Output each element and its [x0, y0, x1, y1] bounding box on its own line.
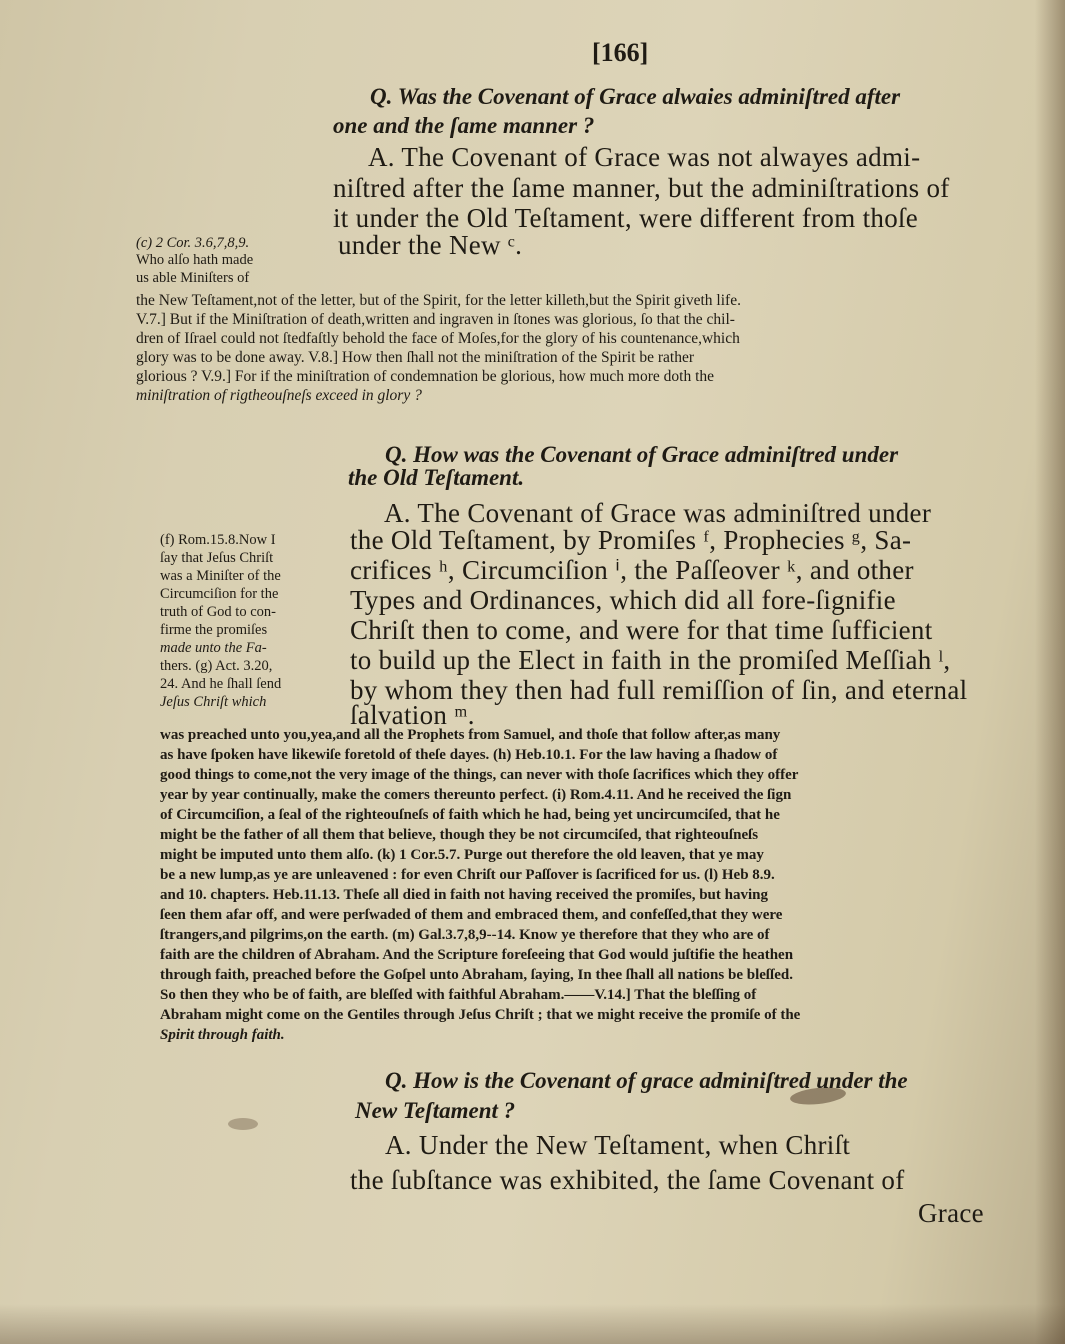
footnote-f-line: ſtrangers,and pilgrims,on the earth. (m) Gal.3.7,8,9--14. Know ye therefore that they who are of [160, 927, 770, 943]
question-1-line: Q. Was the Covenant of Grace alwaies adminiſtred after [370, 84, 901, 109]
footnote-f-line: year by year continually, make the comers thereunto perfect. (i) Rom.4.11. And he received the ſign [160, 787, 792, 803]
answer-2-line: Types and Ordinances, which did all fore-ſignifie [350, 585, 896, 615]
footnote-f-line: Spirit through faith. [160, 1027, 285, 1043]
footnote-f-line: So then they who be of faith, are bleſſed with faithful Abraham.——V.14.] That the bleſſing of [160, 987, 757, 1003]
footnote-c-line: miniſtration of rigtheouſneſs exceed in glory ? [136, 387, 422, 404]
question-2-line: Q. How was the Covenant of Grace adminiſtred under [385, 442, 899, 467]
answer-3-line: the ſubſtance was exhibited, the ſame Covenant of [350, 1165, 905, 1195]
answer-2-line: ſalvation ᵐ. [350, 700, 475, 730]
question-1-line: one and the ſame manner ? [333, 113, 595, 138]
footnote-f-line: through faith, preached before the Goſpel unto Abraham, ſaying, In thee ſhall all nations be bleſſed. [160, 967, 793, 983]
answer-1-line: A. The Covenant of Grace was not alwayes admi- [368, 142, 921, 172]
margin-note-f-line: truth of God to con- [160, 604, 276, 620]
margin-note-f-line: ſay that Jeſus Chriſt [160, 550, 274, 566]
footnote-f-line: might be imputed unto them alſo. (k) 1 Cor.5.7. Purge out therefore the old leaven, that ye may [160, 847, 764, 863]
footnote-f-line: of Circumciſion, a ſeal of the righteouſneſs of faith which he had, being yet uncircumciſed, that he [160, 807, 780, 823]
footnote-f-line: faith are the children of Abraham. And the Scripture foreſeeing that God would juſtifie the heathen [160, 947, 794, 963]
answer-2-line: Chriſt then to come, and were for that time ſufficient [350, 615, 933, 645]
page-number: [166] [592, 38, 649, 67]
answer-2-line: crifices ʰ, Circumciſion ⁱ, the Paſſeover ᵏ, and other [350, 555, 914, 585]
answer-1-line: under the New ᶜ. [338, 230, 523, 260]
footnote-f-line: Abraham might come on the Gentiles through Jeſus Chriſt ; that we might receive the promiſe of the [160, 1007, 801, 1023]
question-2-line: the Old Teſtament. [348, 465, 525, 490]
answer-2-line: by whom they then had full remiſſion of ſin, and eternal [350, 675, 968, 705]
catchword: Grace [918, 1198, 984, 1228]
footnote-c-line: the New Teſtament,not of the letter, but of the Spirit, for the letter killeth,but the Spirit giveth life. [136, 292, 741, 309]
answer-1-line: niſtred after the ſame manner, but the adminiſtrations of [333, 173, 950, 203]
margin-note-c-line: us able Miniſters of [136, 270, 250, 286]
footnote-c-line: glorious ? V.9.] For if the miniſtration of condemnation be glorious, how much more doth the [136, 368, 715, 385]
footnote-f-line: as have ſpoken have likewiſe foretold of theſe dayes. (h) Heb.10.1. For the law having a ſhadow of [160, 747, 778, 763]
footnote-f-line: was preached unto you,yea,and all the Prophets from Samuel, and thoſe that follow after,as many [160, 727, 781, 743]
answer-3-line: A. Under the New Teſtament, when Chriſt [385, 1130, 851, 1160]
footnote-f-line: and 10. chapters. Heb.11.13. Theſe all died in faith not having received the promiſes, but having [160, 887, 768, 903]
footnote-c-line: V.7.] But if the Miniſtration of death,written and ingraven in ſtones was glorious, ſo that the chil- [136, 311, 735, 328]
margin-note-f-line: Circumciſion for the [160, 586, 279, 602]
footnote-c-line: glory was to be done away. V.8.] How then ſhall not the miniſtration of the Spirit be rather [136, 349, 695, 366]
footnote-f-line: ſeen them afar off, and were perſwaded of them and embraced them, and confeſſed,that they were [160, 907, 783, 923]
question-3-line: Q. How is the Covenant of grace adminiſtred under the [385, 1068, 908, 1093]
footnote-f-line: be a new lump,as ye are unleavened : for even Chriſt our Paſſover is ſacrificed for us. (l) Heb 8.9. [160, 867, 775, 883]
answer-2-line: the Old Teſtament, by Promiſes ᶠ, Prophecies ᵍ, Sa- [350, 525, 912, 555]
margin-note-f-line: made unto the Fa- [160, 640, 267, 656]
margin-note-f-line: was a Miniſter of the [160, 568, 281, 584]
margin-note-f-line: thers. (g) Act. 3.20, [160, 658, 273, 674]
margin-note-c-line: Who alſo hath made [136, 252, 254, 268]
footnote-c-line: dren of Iſrael could not ſtedfaſtly behold the face of Moſes,for the glory of his countenance,which [136, 330, 740, 347]
footnote-f-line: good things to come,not the very image of the things, can never with thoſe ſacrifices which they offer [160, 767, 799, 783]
margin-note-c-line: (c) 2 Cor. 3.6,7,8,9. [136, 235, 250, 251]
margin-note-f-line: Jeſus Chriſt which [160, 694, 267, 710]
answer-2-line: to build up the Elect in faith in the promiſed Meſſiah ˡ, [350, 645, 951, 675]
page-edge-shadow [1035, 0, 1065, 1344]
margin-note-f-line: 24. And he ſhall ſend [160, 676, 282, 692]
margin-note-f-line: firme the promiſes [160, 622, 268, 638]
answer-2-line: A. The Covenant of Grace was adminiſtred under [384, 498, 932, 528]
ink-stain [228, 1118, 258, 1130]
question-3-line: New Teſtament ? [355, 1098, 516, 1123]
page-bottom-shadow [0, 1304, 1065, 1344]
margin-note-f-line: (f) Rom.15.8.Now I [160, 532, 276, 548]
footnote-f-line: might be the father of all them that believe, though they be not circumciſed, that righteouſneſs [160, 827, 759, 843]
answer-1-line: it under the Old Teſtament, were different from thoſe [333, 203, 919, 233]
